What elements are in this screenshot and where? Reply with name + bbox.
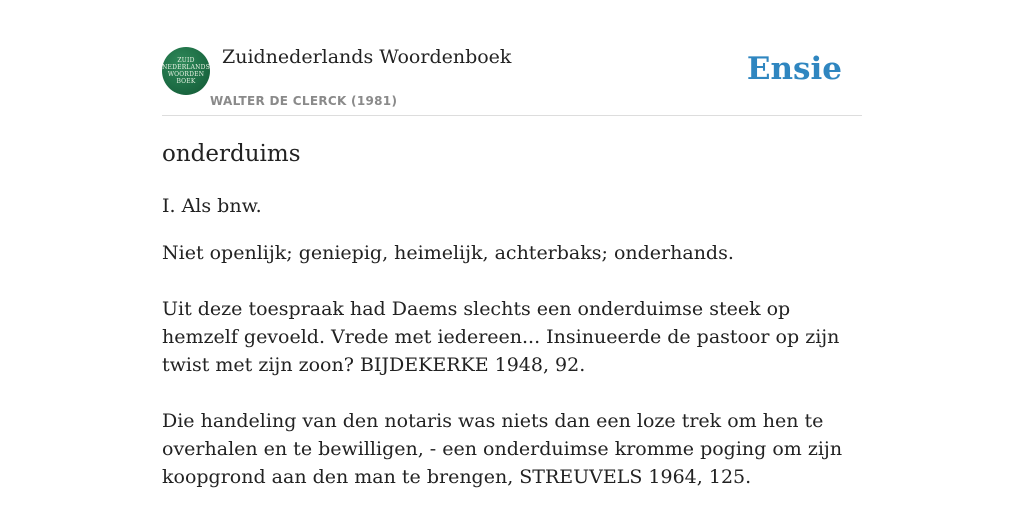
book-title-link[interactable]: Zuidnederlands Woordenboek xyxy=(222,46,512,68)
logo-line: BOEK xyxy=(176,78,196,85)
header xyxy=(162,0,862,116)
part-of-speech: I. Als bnw. xyxy=(162,195,262,217)
ensie-brand-link[interactable]: Ensie xyxy=(746,51,842,87)
example-quote: Uit deze toespraak had Daems slechts een onderduimse steek op hemzelf gevoeld. Vrede met iedereen... Insinueerde de pastoor op zijn twist met zijn zoon? BIJDEKERKE 1948, 92. xyxy=(162,298,840,376)
logo-line: ZUID xyxy=(177,57,195,64)
book-author: WALTER DE CLERCK (1981) xyxy=(210,94,398,108)
entry-headword: onderduims xyxy=(162,141,301,167)
logo-line: WOORDEN xyxy=(167,71,205,78)
book-cover-logo[interactable] xyxy=(162,47,210,95)
logo-line: NEDERLANDS xyxy=(162,64,210,71)
page xyxy=(162,0,862,488)
definition: Niet openlijk; geniepig, heimelijk, achterbaks; onderhands. xyxy=(162,242,734,264)
example-quote: Die handeling van den notaris was niets dan een loze trek om hen te overhalen en te bewilligen, - een onderduimse kromme poging om zijn koopgrond aan den man te brengen, STREUVELS 1964, 125. xyxy=(162,410,843,488)
